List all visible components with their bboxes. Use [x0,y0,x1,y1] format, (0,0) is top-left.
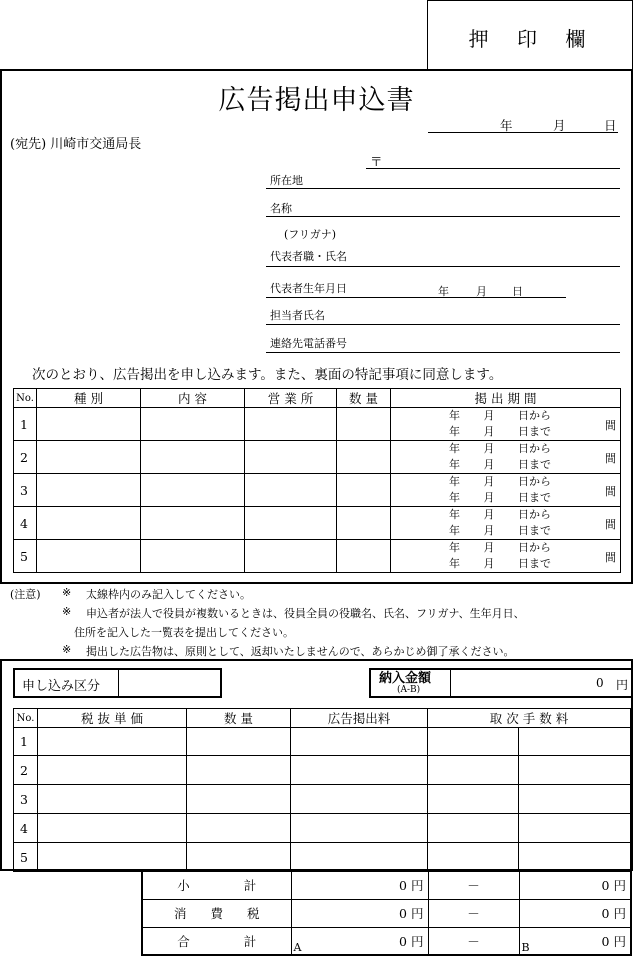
col-quantity: 数 量 [187,709,291,728]
ad-fee-cell[interactable] [291,785,428,814]
quantity-cell[interactable] [187,814,291,843]
note-2: 申込者が法人で役員が複数いるときは、役員全員の役職名、氏名、フリガナ、生年月日、 [86,607,525,620]
office-cell[interactable] [245,474,337,507]
col-content: 内 容 [141,389,245,408]
period-cell[interactable] [391,408,621,441]
table-row [14,756,631,785]
subtotal-dash: － [428,871,519,899]
period-from: 年 月 日から [449,409,551,422]
postal-mark: 〒 [370,154,383,169]
unit-price-cell[interactable] [38,756,187,785]
col-ad-fee: 広告掲出料 [291,709,428,728]
quantity-cell[interactable] [187,756,291,785]
row-number: 5 [14,540,37,573]
yen: 円 [613,906,626,921]
note-3: 掲出した広告物は、原則として、返却いたしませんので、あらかじめ御了承ください。 [86,645,515,658]
payment-value: 0 [596,676,604,690]
table-row [14,843,631,872]
total-fee: 0 [399,933,407,949]
col-type: 種 別 [37,389,141,408]
payment-label: 納入金額 [379,671,432,686]
ad-fee-cell[interactable] [291,814,428,843]
period-from: 年 月 日から [449,508,551,521]
col-period: 掲 出 期 間 [391,389,621,408]
office-cell[interactable] [245,441,337,474]
commission-cell[interactable] [519,814,631,843]
unit-price-cell[interactable] [38,785,187,814]
field-contact-person-label: 担当者氏名 [270,309,325,322]
table-row [14,507,621,540]
row-number: 5 [14,843,38,872]
tax-label: 消 費 税 [142,899,291,927]
period-to: 年 月 日まで [449,557,551,570]
period-cell[interactable] [391,507,621,540]
commission-cell[interactable] [519,728,631,756]
type-cell[interactable] [37,507,141,540]
row-number: 3 [14,785,38,814]
period-suffix: 間 [605,452,616,465]
office-cell[interactable] [245,540,337,573]
total-mark-a: A [293,941,302,954]
quantity-cell[interactable] [187,785,291,814]
quantity-cell[interactable] [337,507,391,540]
category-label: 申し込み区分 [22,679,101,694]
period-to: 年 月 日まで [449,491,551,504]
row-number: 2 [14,441,37,474]
quantity-cell[interactable] [337,540,391,573]
total-row [142,927,631,955]
payment-divider [450,670,451,696]
office-cell[interactable] [245,408,337,441]
period-cell[interactable] [391,540,621,573]
subtotal-commission: 0 [601,878,610,894]
total-row [142,899,631,927]
date-day-label: 日 [604,118,617,133]
table-row [14,540,621,573]
field-phone-line[interactable] [266,352,620,353]
postal-underline [366,168,620,169]
payment-yen: 円 [616,678,629,692]
commission-cell[interactable] [519,756,631,785]
period-suffix: 間 [605,419,616,432]
type-cell[interactable] [37,474,141,507]
note-mark-2: ※ [62,605,72,618]
yen: 円 [410,933,424,949]
unit-price-cell[interactable] [38,728,187,756]
field-birthdate-label: 代表者生年月日 [270,282,347,295]
type-cell[interactable] [37,441,141,474]
note-2-cont: 住所を記入した一覧表を提出してください。 [74,626,294,639]
quantity-cell[interactable] [337,408,391,441]
period-to: 年 月 日まで [449,458,551,471]
col-no: No. [14,389,37,408]
unit-price-cell[interactable] [38,814,187,843]
row-number: 4 [14,814,38,843]
quantity-cell[interactable] [187,728,291,756]
office-cell[interactable] [245,507,337,540]
tax-commission: 0 [601,906,610,921]
table-row [14,441,621,474]
date-year-label: 年 [500,118,513,133]
period-from: 年 月 日から [449,442,551,455]
col-office: 営 業 所 [245,389,337,408]
row-number: 1 [14,728,38,756]
content-cell[interactable] [141,540,245,573]
note-mark-1: ※ [62,586,72,599]
commission-rate-cell[interactable] [428,728,519,756]
field-phone-label: 連絡先電話番号 [270,337,347,350]
total-mark-b: B [521,941,530,954]
period-cell[interactable] [391,441,621,474]
content-cell[interactable] [141,408,245,441]
field-name-label: 名称 [270,202,292,215]
content-cell[interactable] [141,474,245,507]
table-row [14,408,621,441]
date-underline [428,132,618,133]
table-row [14,814,631,843]
period-from: 年 月 日から [449,475,551,488]
notes-label: (注意) [10,588,41,601]
yen: 円 [410,878,424,894]
period-suffix: 間 [605,518,616,531]
fee-table [13,708,631,872]
period-to: 年 月 日まで [449,524,551,537]
ad-fee-cell[interactable] [291,728,428,756]
birthdate-month-label: 月 [476,285,487,298]
col-quantity: 数 量 [337,389,391,408]
total-dash: － [428,927,519,955]
commission-rate-cell[interactable] [428,814,519,843]
col-commission: 取 次 手 数 料 [428,709,631,728]
table-row [14,728,631,756]
type-cell[interactable] [37,540,141,573]
note-1: 太線枠内のみ記入してください。 [86,588,251,601]
total-row [142,871,631,899]
content-cell[interactable] [141,507,245,540]
commission-rate-cell[interactable] [428,785,519,814]
quantity-cell[interactable] [187,843,291,872]
statement: 次のとおり、広告掲出を申し込みます。また、裏面の特記事項に同意します。 [32,367,503,383]
field-contact-person-line[interactable] [266,324,620,325]
subtotal-fee: 0 [399,878,407,894]
subtotal-label: 小 計 [142,871,291,899]
totals-table [141,870,632,956]
tax-dash: － [428,899,519,927]
quantity-cell[interactable] [337,441,391,474]
row-number: 4 [14,507,37,540]
commission-cell[interactable] [519,843,631,872]
unit-price-cell[interactable] [38,843,187,872]
col-unit-price: 税 抜 単 価 [38,709,187,728]
stamp-box-label: 押 印 欄 [468,27,592,51]
period-to: 年 月 日まで [449,425,551,438]
field-address-label: 所在地 [270,174,303,187]
col-no: No. [14,709,38,728]
type-cell[interactable] [37,408,141,441]
field-representative-line[interactable] [266,266,620,267]
field-furigana-label: (フリガナ) [284,228,337,241]
ad-details-table [13,388,621,573]
row-number: 2 [14,756,38,785]
field-address-line[interactable] [266,188,620,189]
payment-sub: (A-B) [397,685,421,695]
yen: 円 [613,933,626,949]
date-month-label: 月 [553,118,566,133]
form-title: 広告掲出申込書 [218,85,415,116]
period-cell[interactable] [391,474,621,507]
note-mark-3: ※ [62,643,72,656]
period-suffix: 間 [605,551,616,564]
table-row [14,474,621,507]
ad-fee-cell[interactable] [291,756,428,785]
stamp-box [427,0,633,70]
period-from: 年 月 日から [449,541,551,554]
commission-cell[interactable] [519,785,631,814]
category-input[interactable] [120,670,220,696]
category-divider [118,670,119,696]
total-commission: 0 [601,933,610,949]
table-row [14,785,631,814]
birthdate-year-label: 年 [438,285,449,298]
ad-fee-cell[interactable] [291,843,428,872]
period-suffix: 間 [605,485,616,498]
quantity-cell[interactable] [337,474,391,507]
commission-rate-cell[interactable] [428,756,519,785]
field-birthdate-line[interactable] [266,297,566,298]
commission-rate-cell[interactable] [428,843,519,872]
tax-fee: 0 [399,906,407,921]
yen: 円 [613,878,626,894]
total-label: 合 計 [142,927,291,955]
birthdate-day-label: 日 [512,285,523,298]
field-representative-label: 代表者職・氏名 [270,250,347,263]
row-number: 1 [14,408,37,441]
row-number: 3 [14,474,37,507]
yen: 円 [410,906,424,921]
field-name-line[interactable] [266,216,620,217]
content-cell[interactable] [141,441,245,474]
addressee: (宛先) 川崎市交通局長 [10,137,142,152]
